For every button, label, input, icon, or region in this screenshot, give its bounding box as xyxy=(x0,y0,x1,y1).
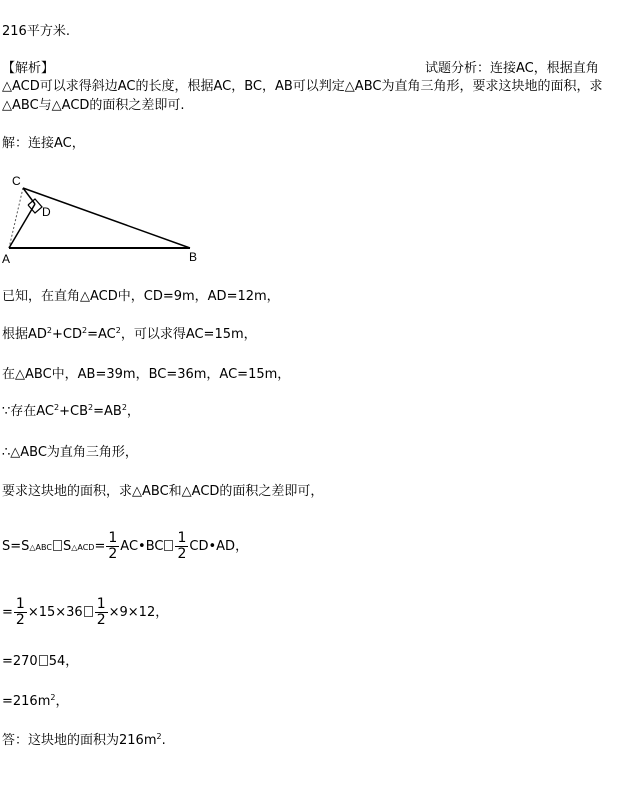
equation-area-formula: S=S△ABC S△ACD= $\frac{1}{2}$ AC•BC $\frac{1}{2}$ CD•AD， xyxy=(2,530,249,562)
triangle-figure xyxy=(0,170,215,270)
analysis-line-3: △ABC与△ACD的面积之差即可. xyxy=(2,98,185,113)
equation-substitution: = $\frac{1}{2}$ ×15×36 $\frac{1}{2}$ ×9×12， xyxy=(2,596,169,628)
fraction-half: $\frac{1}{2}$ xyxy=(15,596,25,628)
missing-glyph-box xyxy=(53,540,62,551)
equation-difference: =270 54， xyxy=(2,654,79,669)
fraction-half: $\frac{1}{2}$ xyxy=(177,530,187,562)
step-area-difference: 要求这块地的面积，求△ABC和△ACD的面积之差即可， xyxy=(2,484,324,499)
analysis-heading: 试题分析：连接AC，根据直角 xyxy=(425,61,599,76)
equation-result: $=216m^2$， xyxy=(2,693,69,709)
step-given: 已知，在直角△ACD中，CD=9m，AD=12m， xyxy=(2,289,280,304)
analysis-tag: 【解析】 xyxy=(2,61,55,76)
side-ac-dashed xyxy=(9,188,23,248)
vertex-label-c: C xyxy=(12,174,21,188)
step-right-triangle: ∴△ABC为直角三角形， xyxy=(2,445,138,460)
missing-glyph-box xyxy=(84,606,93,617)
step-triangle-abc: 在△ABC中，AB=39m，BC=36m，AC=15m， xyxy=(2,367,291,382)
final-answer: 答：这块地的面积为$216m^2$. xyxy=(2,732,166,748)
fraction-half: $\frac{1}{2}$ xyxy=(96,596,106,628)
side-ad xyxy=(9,204,35,248)
missing-glyph-box xyxy=(39,655,48,666)
answer-summary: 216平方米. xyxy=(2,24,70,39)
step-converse: ∵存在$AC^2+CB^2=AB^2$， xyxy=(2,403,140,419)
analysis-line-2: △ACD可以求得斜边AC的长度，根据AC，BC，AB可以判定△ABC为直角三角形，要求这块地的面积，求 xyxy=(2,79,603,94)
vertex-label-b: B xyxy=(189,250,198,264)
vertex-label-d: D xyxy=(42,205,51,219)
solution-intro: 解：连接AC， xyxy=(2,136,85,151)
missing-glyph-box xyxy=(164,540,173,551)
vertex-label-a: A xyxy=(2,252,11,266)
step-pythagoras: 根据$AD^2+CD^2=AC^2$，可以求得AC=15m， xyxy=(2,326,257,342)
fraction-half: $\frac{1}{2}$ xyxy=(108,530,118,562)
